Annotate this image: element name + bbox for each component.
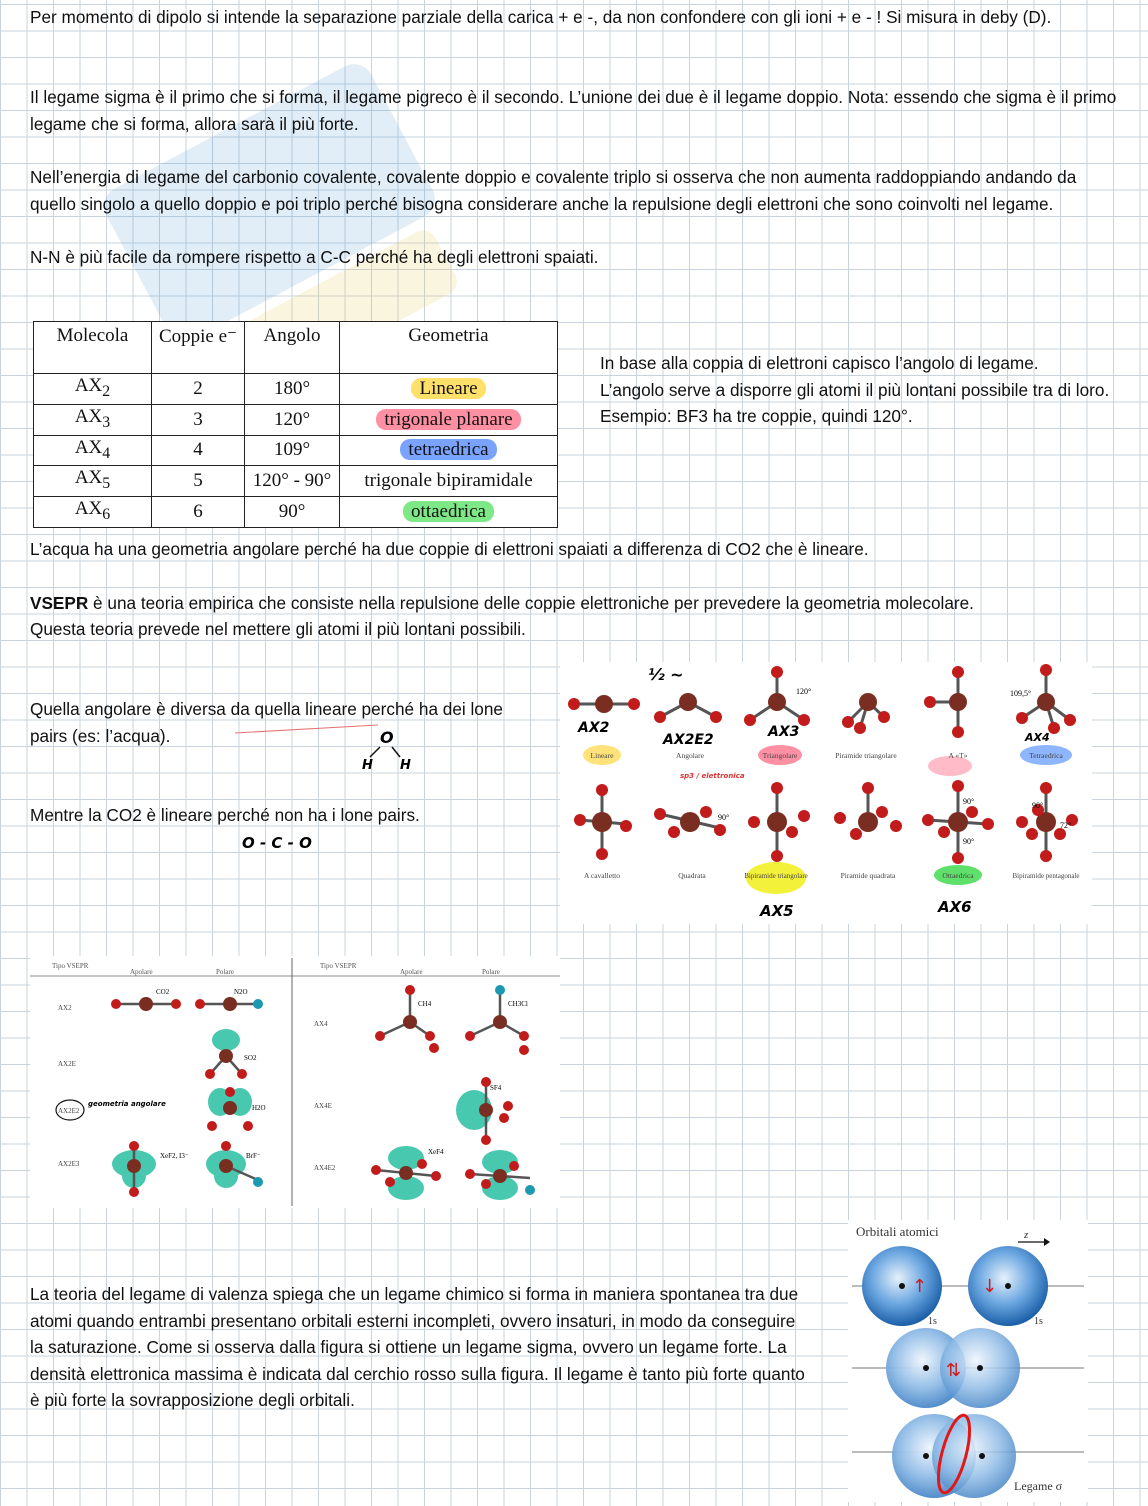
molecule-label: CO2: [156, 988, 170, 996]
vsepr-type: AX2E3: [58, 1160, 80, 1168]
geometry-label: Lineare: [590, 751, 614, 760]
handwritten-ax4: AX4: [1025, 731, 1050, 744]
pairs-cell: 2: [152, 374, 245, 405]
angle-label: 109,5°: [1010, 689, 1032, 698]
column-header: Apolare: [400, 968, 423, 976]
paragraph-sigma: Il legame sigma è il primo che si forma, il legame pigreco è il secondo. L’unione dei due è il legame doppio. Nota: essendo che sigma è il primo legame che si forma, allora sarà il più forte.: [30, 87, 1117, 134]
geometry-label: A cavalletto: [583, 871, 621, 880]
pairs-cell: 4: [152, 435, 245, 466]
svg-text:↓: ↓: [982, 1276, 998, 1297]
geometry-label: Quadrata: [678, 871, 706, 880]
molecule-label: XeF4: [428, 1148, 444, 1156]
angle-cell: 120° - 90°: [245, 466, 340, 497]
column-header: Tipo VSEPR: [52, 962, 89, 970]
table-row: [34, 374, 558, 405]
geometry-label: Bipiramide pentagonale: [1012, 872, 1080, 880]
geometry-label: Lineare: [411, 378, 485, 399]
vsepr-type: AX4E2: [314, 1164, 336, 1172]
molecule-label: BrF⁻: [246, 1152, 261, 1160]
paragraph-angolare: Quella angolare è diversa da quella lineare perché ha dei lone pairs (es: l’acqua).: [30, 699, 503, 746]
vsepr-type: AX2E2: [58, 1107, 80, 1115]
water-h1-label: H: [362, 758, 373, 773]
table-header-row: [34, 322, 558, 374]
geometry-label: Angolare: [676, 751, 704, 760]
svg-text:⇅: ⇅: [946, 1360, 962, 1381]
paragraph-energia: Nell’energia di legame del carbonio covalente, covalente doppio e covalente triplo si osserva che non aumenta raddoppiando andando da quello singolo a quello doppio e poi triplo perché bisogna considerare anche la repulsione degli elettroni che sono coinvolti nel legame.: [30, 167, 1077, 214]
water-o-label: O: [380, 728, 394, 747]
vsepr-text: è una teoria empirica che consiste nella repulsione delle coppie elettroniche per prevedere la geometria molecolare.: [88, 593, 974, 613]
handwritten-ax3: AX3: [768, 724, 800, 740]
geometry-label: Ottaedrica: [942, 871, 974, 880]
paragraph-dipolo: Per momento di dipolo si intende la separazione parziale della carica + e -, da non confondere con gli ioni + e - ! Si misura in deby (D).: [30, 7, 1052, 27]
geometry-cell: [340, 404, 558, 435]
angle-label: 90°: [718, 813, 730, 822]
molecule-cell: $AX_2$: [34, 374, 152, 405]
bond-label: Legame σ: [1014, 1479, 1063, 1493]
vsepr-type: AX4: [314, 1020, 328, 1028]
table-row: [34, 404, 558, 435]
paragraph-co2: Mentre la CO2 è lineare perché non ha i lone pairs.: [30, 805, 420, 825]
geometry-label: trigonale bipiramidale: [364, 470, 533, 492]
orbital-label: 1s: [928, 1316, 937, 1327]
water-h2-label: H: [400, 758, 411, 773]
molecule-label: XeF2, I3⁻: [160, 1152, 189, 1160]
geometry-cell: [340, 466, 558, 497]
handwritten-ax2e2: AX2E2: [663, 732, 714, 748]
svg-text:↑: ↑: [912, 1276, 928, 1297]
geometry-label: Bipiramide triangolare: [744, 872, 808, 880]
column-header: Apolare: [130, 968, 153, 976]
column-header: Tipo VSEPR: [320, 962, 357, 970]
geometry-label: ottaedrica: [403, 501, 494, 522]
side-note-line1: In base alla coppia di elettroni capisco l’angolo di legame.: [600, 353, 1039, 373]
table-row: [34, 497, 558, 528]
angle-cell: 90°: [245, 497, 340, 528]
geometry-label: tetraedrica: [400, 439, 496, 460]
angle-cell: 109°: [245, 435, 340, 466]
molecule-label: H2O: [252, 1104, 266, 1112]
molecule-cell: $AX_3$: [34, 404, 152, 435]
vsepr-geometry-figure: [560, 662, 1092, 924]
angle-label: 120°: [796, 687, 812, 696]
handwritten-ax2: AX2: [578, 720, 610, 736]
header-coppie: Coppie e⁻: [152, 322, 245, 374]
angle-cell: 120°: [245, 404, 340, 435]
angle-label: 90°: [963, 837, 975, 846]
handwritten-ax5: AX5: [760, 902, 794, 920]
header-geometria: Geometria: [340, 322, 558, 374]
geometry-label: Piramide triangolare: [835, 751, 897, 760]
axis-label: z: [1024, 1229, 1029, 1241]
handwritten-note: sp3 / elettronica: [680, 772, 745, 780]
molecule-cell: $AX_5$: [34, 466, 152, 497]
orbital-label: 1s: [1034, 1316, 1043, 1327]
side-note-line3: Esempio: BF3 ha tre coppie, quindi 120°.: [600, 406, 913, 426]
column-header: Polare: [216, 968, 234, 976]
water-sketch: [230, 715, 430, 775]
vsepr-type: AX2: [58, 1004, 72, 1012]
paragraph-nn: N-N è più facile da rompere rispetto a C-C perché ha degli elettroni spaiati.: [30, 247, 599, 267]
molecule-label: CH3Cl: [508, 1000, 528, 1008]
side-note-line2: L’angolo serve a disporre gli atomi il più lontani possibile tra di loro.: [600, 379, 1110, 400]
angle-label: 90°: [1032, 801, 1044, 810]
geometry-label: Tetraedrica: [1029, 751, 1063, 760]
geometry-cell: [340, 497, 558, 528]
geometry-label: A «T»: [948, 751, 968, 760]
paragraph-vsepr: [30, 590, 1125, 617]
geometry-cell: [340, 374, 558, 405]
geometry-label: trigonale planare: [376, 409, 520, 430]
handwritten-marks: ½ ~: [648, 665, 684, 684]
vsepr-type: AX2E: [58, 1060, 76, 1068]
header-angolo: Angolo: [245, 322, 340, 374]
paragraph-valenza: La teoria del legame di valenza spiega che un legame chimico si forma in maniera spontanea tra due atomi quando entrambi presentano orbitali esterni incompleti, ovvero insaturi, in modo da conseguire la saturazione. Come si osserva dalla figura si ottiene un legame sigma, ovvero un legame forte. La densità elettronica massima è indicata dal cerchio rosso sulla figura. Il legame è tanto più forte quanto è più forte la sovrapposizione degli orbitali.: [30, 1284, 805, 1410]
pairs-cell: 3: [152, 404, 245, 435]
header-molecola: Molecola: [34, 322, 152, 374]
co2-sketch-label: O - C - O: [242, 834, 312, 852]
pairs-cell: 6: [152, 497, 245, 528]
molecule-cell: $AX_6$: [34, 497, 152, 528]
pairs-cell: 5: [152, 466, 245, 497]
molecule-label: SF4: [490, 1084, 502, 1092]
vsepr-bold: VSEPR: [30, 593, 89, 613]
molecule-label: N2O: [234, 988, 248, 996]
angle-cell: 180°: [245, 374, 340, 405]
table-row: [34, 435, 558, 466]
polarity-table-figure: [30, 956, 560, 1208]
geometry-cell: [340, 435, 558, 466]
molecule-label: SO2: [244, 1054, 257, 1062]
paragraph-vsepr-2: Questa teoria prevede nel mettere gli atomi il più lontani possibili.: [30, 619, 526, 639]
angle-label: 90°: [963, 797, 975, 806]
handwritten-note: geometria angolare: [88, 1100, 166, 1108]
orbital-overlap-figure: [848, 1220, 1088, 1502]
angle-label: 72°: [1060, 821, 1072, 830]
vsepr-type: AX4E: [314, 1102, 332, 1110]
table-row: [34, 466, 558, 497]
paragraph-acqua: L’acqua ha una geometria angolare perché ha due coppie di elettroni spaiati a differenza di CO2 che è lineare.: [30, 539, 869, 559]
side-note: [600, 350, 1130, 430]
molecule-label: CH4: [418, 1000, 432, 1008]
geometry-label: Piramide quadrata: [840, 871, 896, 880]
co2-sketch: [240, 830, 360, 856]
figure-title: Orbitali atomici: [856, 1224, 939, 1239]
molecule-cell: $AX_4$: [34, 435, 152, 466]
geometry-table: [33, 321, 558, 528]
column-header: Polare: [482, 968, 500, 976]
handwritten-ax6: AX6: [938, 898, 972, 916]
geometry-label: Triangolare: [762, 751, 798, 760]
